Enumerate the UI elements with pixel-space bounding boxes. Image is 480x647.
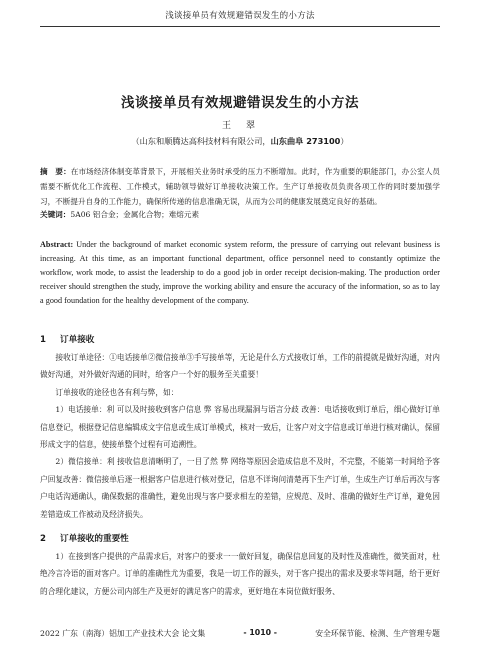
paper-title: 浅谈接单员有效规避错误发生的小方法 [121, 95, 359, 111]
section-title: 订单接收的重要性 [60, 534, 129, 544]
keywords-label: 关键词： [40, 210, 71, 219]
section-heading-2 [40, 532, 129, 544]
header-rule [40, 26, 440, 27]
section-body-1 [40, 349, 440, 523]
affiliation-prefix: （山东和顺腾达高科技材料有限公司， [131, 136, 271, 146]
running-head: 浅谈接单员有效规避错误发生的小方法 [165, 11, 315, 21]
paragraph: 2）微信接单：利 接收信息清晰明了，一目了然 弊 网络等原因会造成信息不及时，不完整，不能第一时间给予客户回复改善：微信接单后逐一根据客户信息进行核对登记，信息不详询问清楚再下生产订单，生成生产订单后再次与客户电话沟通确认，确保数据的准确性，避免出现与客户要求相左的差错，应规范、及时、准确的做好生产订单，避免因差错造成工作被动及经济损失。 [40, 457, 440, 519]
affiliation-suffix: ） [340, 136, 349, 146]
author-name: 王 翠 [221, 121, 258, 131]
abstract-en-label: Abstract: [40, 240, 74, 249]
abstract-cn-label: 摘 要： [40, 167, 71, 176]
paragraph: 订单接收的途径也各有利与弊，如： [55, 387, 179, 397]
paragraph: 1）电话接单：利 可以及时接收到客户信息 弊 容易出现漏洞与语言分歧 改善：电话接收到订单后，细心做好订单信息登记，根据登记信息编辑成文字信息或生成订单模式，核对一致后，让客户对文字信息或订单进行核对确认，保留形成文字的信息，使接单整个过程有可追溯性。 [40, 405, 440, 450]
keywords [40, 209, 440, 221]
author-affiliation [0, 136, 480, 147]
paragraph: 接收订单途径：①电话接单②微信接单③手写接单等，无论是什么方式接收订单，工作的前提就是做好沟通，对内做好沟通，对外做好沟通的同时，给客户一个好的服务至关重要！ [40, 353, 440, 380]
footer-proceedings: 2022 广东（南海）铝加工产业技术大会 论文集 [40, 629, 206, 638]
abstract-cn-text: 在市场经济体制变革背景下，开展相关业务时承受的压力不断增加。此时，作为重要的职能部门，办公室人员需要不断优化工作流程、工作模式，辅助领导做好订单接收决策工作。生产订单接收员负责各项工作的同时要加强学习，不断提升自身的工作能力，确保所传递的信息准确无误，从而为公司的健康发展奠定良好的基础。 [40, 167, 440, 206]
section-heading-1 [40, 333, 94, 345]
section-body-2 [40, 548, 440, 600]
abstract-english [40, 238, 440, 308]
page-footer [40, 628, 440, 639]
section-number: 1 [40, 335, 46, 345]
abstract-chinese [40, 164, 440, 209]
section-title: 订单接收 [60, 335, 95, 345]
section-number: 2 [40, 534, 46, 544]
keywords-text: 5A06 铝合金；金属化合物；难熔元素 [70, 210, 200, 219]
footer-topic: 安全环保节能、检测、生产管理专题 [315, 629, 440, 638]
paragraph: 1）在接到客户提供的产品需求后，对客户的要求一一做好回复，确保信息回复的及时性及准确性，微笑面对，杜绝冷言冷语的面对客户。订单的准确性尤为重要，我是一切工作的源头，对于客户提出的需求及要求等问题，给于更好的合理化建议，方便公司内部生产及更好的满足客户的需求，更好地在本岗位做好服务、 [40, 552, 440, 596]
abstract-en-text: Under the background of market economic system reform, the pressure of carrying out relevant business is increasing. At this time, as an important functional department, office personnel need to constantly optimize the workflow, work mode, to assist the leadership to do a good job in order receipt decision-making. The production order receiver should strengthen the study, improve the working ability and ensure the accuracy of the information, so as to lay a good foundation for the healthy development of the company. [40, 240, 440, 305]
affiliation-location: 山东曲阜 273100 [270, 136, 341, 146]
page-number: - 1010 - [243, 628, 277, 637]
